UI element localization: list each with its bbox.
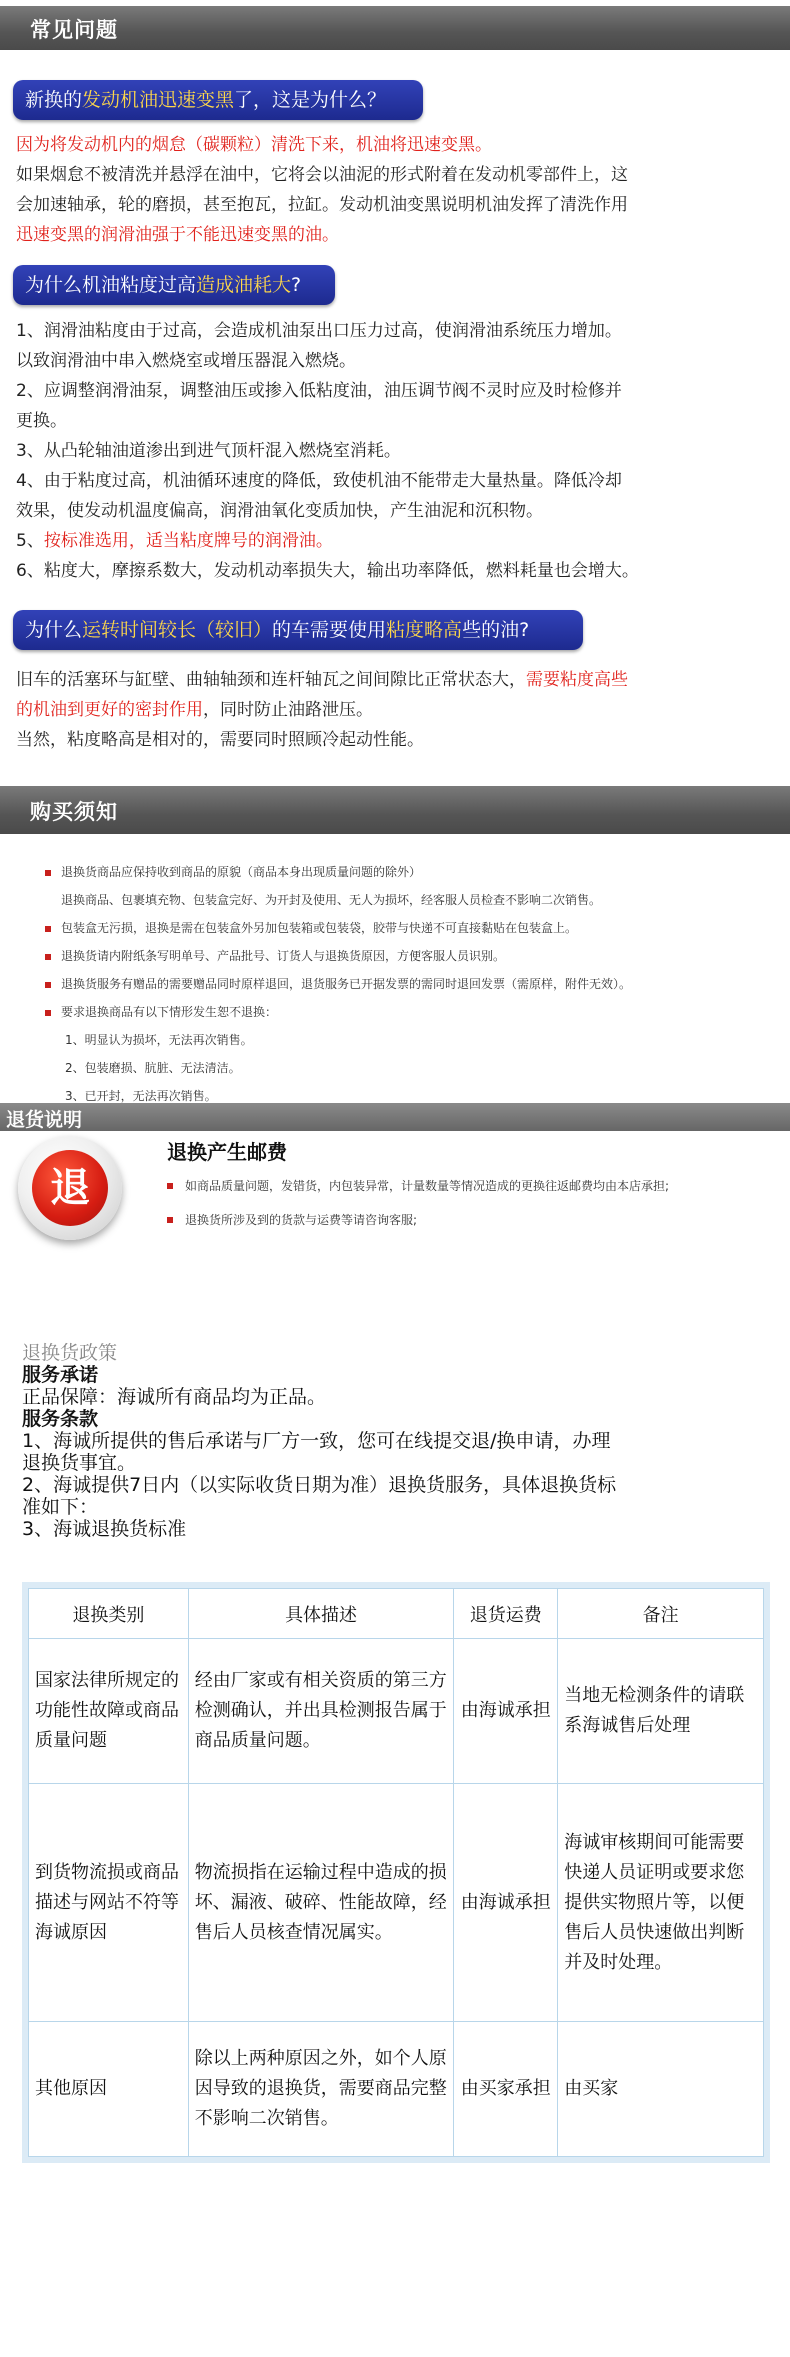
- faq-question-3: 为什么运转时间较长（较旧）的车需要使用粘度略高些的油?: [13, 610, 583, 650]
- return-badge-icon: 退: [18, 1136, 122, 1240]
- answer-line: 更换。: [16, 411, 67, 431]
- notice-item: 包装盒无污损，退换是需在包装盒外另加包装箱或包装袋，胶带与快递不可直接黏贴在包装盒上。: [45, 914, 765, 942]
- bullet-icon: [45, 954, 51, 960]
- terms-line: 3、海诚退换货标准: [22, 1518, 187, 1540]
- table-header-row: [29, 1589, 764, 1639]
- table-row: [29, 2022, 764, 2157]
- returns-section-title: 退货说明: [6, 1109, 83, 1131]
- faq-section-header: [0, 6, 790, 50]
- terms-line: 准如下：: [22, 1496, 99, 1518]
- bullet-icon: [45, 926, 51, 932]
- bullet-icon: [45, 982, 51, 988]
- bullet-icon: [45, 870, 51, 876]
- answer-line: 的机油到更好的密封作用，同时防止油路泄压。: [16, 700, 373, 720]
- fee-list: [163, 1176, 723, 1244]
- notice-subitem: 2、包装磨损、肮脏、无法清洁。: [65, 1061, 241, 1075]
- table-cell: 当地无检测条件的请联系海诚售后处理: [558, 1639, 764, 1784]
- answer-line: 如果烟怠不被清洗并悬浮在油中，它将会以油泥的形式附着在发动机零部件上，这: [16, 165, 628, 185]
- notice-item: 退换商品、包裹填充物、包装盒完好、为开封及使用、无人为损坏，经客服人员检查不影响二次销售。: [61, 893, 602, 907]
- answer-line: 3、从凸轮轴油道渗出到进气顶杆混入燃烧室消耗。: [16, 441, 401, 461]
- table-row: [29, 1784, 764, 2022]
- answer-line: 2、应调整润滑油泵，调整油压或掺入低粘度油，油压调节阀不灵时应及时检修并: [16, 381, 622, 401]
- table-cell: 海诚审核期间可能需要快递人员证明或要求您提供实物照片等，以便售后人员快速做出判断并及时处理。: [558, 1784, 764, 2022]
- fee-item: 退换货所涉及到的货款与运费等请咨询客服;: [163, 1210, 723, 1230]
- return-standards-table: [28, 1588, 764, 2157]
- table-cell: 其他原因: [29, 2022, 189, 2157]
- table-cell: 由海诚承担: [454, 1639, 558, 1784]
- answer-line: 当然，粘度略高是相对的，需要同时照顾冷起动性能。: [16, 730, 424, 750]
- bullet-icon: [167, 1183, 173, 1189]
- return-policy: [22, 1342, 762, 1540]
- table-cell: 除以上两种原因之外，如个人原因导致的退换货，需要商品完整不影响二次销售。: [188, 2022, 454, 2157]
- table-cell: 到货物流损或商品描述与网站不符等海诚原因: [29, 1784, 189, 2022]
- table-cell: 经由厂家或有相关资质的第三方检测确认，并出具检测报告属于商品质量问题。: [188, 1639, 454, 1784]
- table-header-cell: 退货运费: [454, 1589, 558, 1639]
- bullet-icon: [45, 1010, 51, 1016]
- notice-subitem: 1、明显认为损坏，无法再次销售。: [65, 1033, 253, 1047]
- notice-item: 退换货商品应保持收到商品的原貌（商品本身出现质量问题的除外）: [45, 858, 765, 886]
- answer-line: 5、按标准选用，适当粘度牌号的润滑油。: [16, 531, 333, 551]
- notice-item: 要求退换商品有以下情形发生恕不退换：: [45, 998, 765, 1026]
- answer-line: 6、粘度大，摩擦系数大，发动机动率损失大，输出功率降低，燃料耗量也会增大。: [16, 561, 639, 581]
- fee-item: 如商品质量问题，发错货，内包装异常，计量数量等情况造成的更换往返邮费均由本店承担;: [163, 1176, 723, 1196]
- table-header-cell: 备注: [558, 1589, 764, 1639]
- policy-heading: 退换货政策: [22, 1342, 118, 1364]
- notice-item: 退换货请内附纸条写明单号、产品批号、订货人与退换货原因，方便客服人员识别。: [45, 942, 765, 970]
- terms-line: 1、海诚所提供的售后承诺与厂方一致，您可在线提交退/换申请，办理: [22, 1430, 611, 1452]
- table-cell: 由买家: [558, 2022, 764, 2157]
- faq-answer-1: [16, 130, 776, 250]
- service-promise-heading: 服务承诺: [22, 1364, 99, 1386]
- fee-title: 退换产生邮费: [167, 1140, 287, 1164]
- notice-item: 退换货服务有赠品的需要赠品同时原样退回，退货服务已开据发票的需同时退回发票（需原样，附件无效）。: [45, 970, 765, 998]
- terms-line: 2、海诚提供7日内（以实际收货日期为准）退换货服务，具体退换货标: [22, 1474, 617, 1496]
- faq-answer-3: [16, 665, 776, 755]
- table-cell: 物流损指在运输过程中造成的损坏、漏液、破碎、性能故障，经售后人员核查情况属实。: [188, 1784, 454, 2022]
- answer-line: 4、由于粘度过高，机油循环速度的降低，致使机油不能带走大量热量。降低冷却: [16, 471, 622, 491]
- table-cell: 国家法律所规定的功能性故障或商品质量问题: [29, 1639, 189, 1784]
- answer-line: 1、润滑油粘度由于过高，会造成机油泵出口压力过高，使润滑油系统压力增加。: [16, 321, 622, 341]
- terms-line: 退换货事宜。: [22, 1452, 137, 1474]
- service-terms-heading: 服务条款: [22, 1408, 99, 1430]
- table-row: [29, 1639, 764, 1784]
- answer-line: 旧车的活塞环与缸壁、曲轴轴颈和连杆轴瓦之间间隙比正常状态大，需要粘度高些: [16, 670, 628, 690]
- purchase-notice-list: [45, 858, 765, 1110]
- table-header-cell: 具体描述: [188, 1589, 454, 1639]
- faq-section-title: 常见问题: [30, 18, 118, 42]
- table-cell: 由海诚承担: [454, 1784, 558, 2022]
- table-header-cell: 退换类别: [29, 1589, 189, 1639]
- returns-section-header: [0, 1103, 790, 1131]
- answer-line: 会加速轴承，轮的磨损，甚至抱瓦，拉缸。发动机油变黑说明机油发挥了清洗作用: [16, 195, 628, 215]
- answer-line: 迅速变黑的润滑油强于不能迅速变黑的油。: [16, 225, 339, 245]
- guarantee-text: 正品保障：海诚所有商品均为正品。: [22, 1386, 327, 1408]
- faq-question-2: 为什么机油粘度过高造成油耗大?: [13, 265, 335, 305]
- bullet-icon: [167, 1217, 173, 1223]
- purchase-section-title: 购买须知: [30, 800, 118, 824]
- table-cell: 由买家承担: [454, 2022, 558, 2157]
- purchase-section-header: [0, 786, 790, 834]
- faq-answer-2: [16, 316, 776, 586]
- answer-line: 效果，使发动机温度偏高，润滑油氧化变质加快，产生油泥和沉积物。: [16, 501, 543, 521]
- notice-subitem: 3、已开封，无法再次销售。: [65, 1089, 217, 1103]
- answer-line: 以致润滑油中串入燃烧室或增压器混入燃烧。: [16, 351, 356, 371]
- answer-line: 因为将发动机内的烟怠（碳颗粒）清洗下来，机油将迅速变黑。: [16, 135, 492, 155]
- faq-question-1: 新换的发动机油迅速变黑了，这是为什么？: [13, 80, 423, 120]
